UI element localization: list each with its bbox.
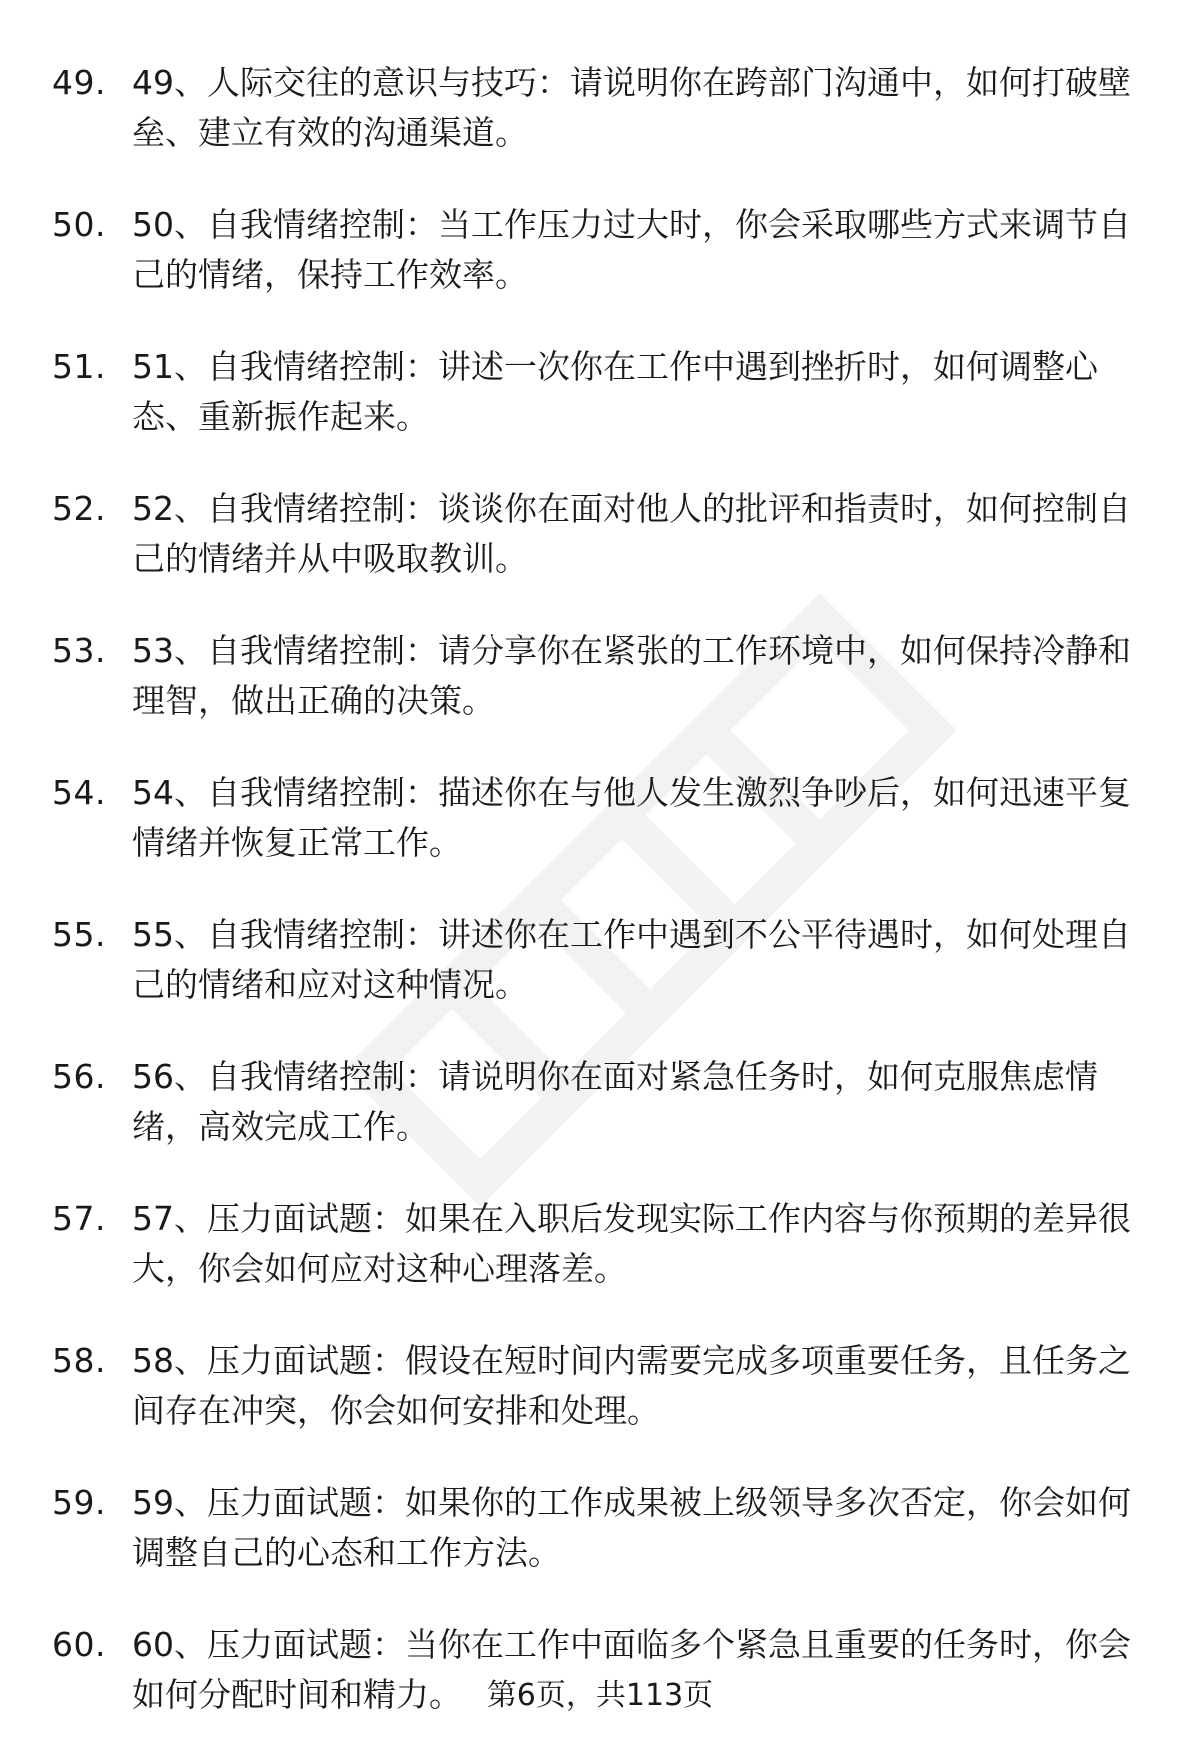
question-number: 49. (52, 63, 106, 102)
list-item (52, 58, 1152, 158)
question-number: 57. (52, 1199, 106, 1238)
question-text: 55、自我情绪控制：讲述你在工作中遇到不公平待遇时，如何处理自己的情绪和应对这种情况。 (132, 915, 1131, 1004)
question-text: 57、压力面试题：如果在入职后发现实际工作内容与你预期的差异很大，你会如何应对这种心理落差。 (132, 1199, 1131, 1288)
question-text: 58、压力面试题：假设在短时间内需要完成多项重要任务，且任务之间存在冲突，你会如何安排和处理。 (132, 1341, 1131, 1430)
question-text: 52、自我情绪控制：谈谈你在面对他人的批评和指责时，如何控制自己的情绪并从中吸取教训。 (132, 489, 1131, 578)
list-item (52, 484, 1152, 584)
list-item (52, 626, 1152, 726)
question-number: 59. (52, 1483, 106, 1522)
list-item (52, 342, 1152, 442)
question-text: 60、压力面试题：当你在工作中面临多个紧急且重要的任务时，你会如何分配时间和精力。 (132, 1625, 1131, 1714)
question-number: 53. (52, 631, 106, 670)
question-text: 54、自我情绪控制：描述你在与他人发生激烈争吵后，如何迅速平复情绪并恢复正常工作。 (132, 773, 1131, 862)
question-number: 60. (52, 1625, 106, 1664)
page-footer: 第6页，共113页 (486, 1678, 714, 1713)
list-item (52, 1336, 1152, 1436)
question-text: 53、自我情绪控制：请分享你在紧张的工作环境中，如何保持冷静和理智，做出正确的决策。 (132, 631, 1131, 720)
list-item (52, 910, 1152, 1010)
question-text: 51、自我情绪控制：讲述一次你在工作中遇到挫折时，如何调整心态、重新振作起来。 (132, 347, 1098, 436)
list-item (52, 768, 1152, 868)
question-number: 50. (52, 205, 106, 244)
question-number: 52. (52, 489, 106, 528)
question-number: 58. (52, 1341, 106, 1380)
list-item (52, 1194, 1152, 1294)
question-text: 59、压力面试题：如果你的工作成果被上级领导多次否定，你会如何调整自己的心态和工作方法。 (132, 1483, 1131, 1572)
list-item (52, 200, 1152, 300)
question-number: 56. (52, 1057, 106, 1096)
question-text: 49、人际交往的意识与技巧：请说明你在跨部门沟通中，如何打破壁垒、建立有效的沟通渠道。 (132, 63, 1131, 152)
question-number: 51. (52, 347, 106, 386)
question-number: 54. (52, 773, 106, 812)
question-text: 56、自我情绪控制：请说明你在面对紧急任务时，如何克服焦虑情绪，高效完成工作。 (132, 1057, 1098, 1146)
question-list (52, 58, 1152, 1762)
list-item (52, 1052, 1152, 1152)
list-item (52, 1478, 1152, 1578)
question-text: 50、自我情绪控制：当工作压力过大时，你会采取哪些方式来调节自己的情绪，保持工作效率。 (132, 205, 1131, 294)
question-number: 55. (52, 915, 106, 954)
